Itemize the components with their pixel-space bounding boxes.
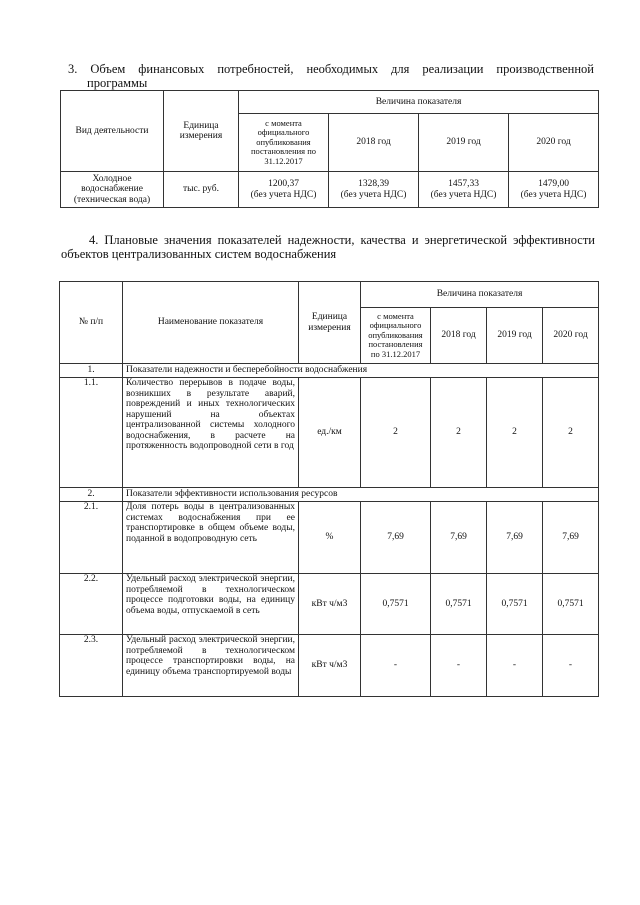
- header-2020: 2020 год: [543, 308, 599, 364]
- cell-value-pub: -: [361, 635, 431, 697]
- indicators-table: [59, 281, 599, 697]
- cell-section-title: Показатели эффективности использования ресурсов: [123, 488, 599, 502]
- cell-unit: кВт ч/м3: [299, 574, 361, 635]
- cell-unit: %: [299, 502, 361, 574]
- cell-value-2018: [329, 172, 419, 208]
- value: 1200,37: [268, 179, 299, 189]
- section-4-heading-line1: 4. Плановые значения показателей надежности, качества и энергетической эффективности: [89, 233, 595, 247]
- cell-value-2019: 7,69: [487, 502, 543, 574]
- header-value-group: Величина показателя: [361, 282, 599, 308]
- cell-value-2020: -: [543, 635, 599, 697]
- cell-number: 1.1.: [60, 378, 123, 488]
- cell-value-pub: 7,69: [361, 502, 431, 574]
- cell-value-2018: -: [431, 635, 487, 697]
- value: 1328,39: [358, 179, 389, 189]
- section-3-heading: [68, 62, 594, 90]
- vat-note: (без учета НДС): [340, 189, 407, 200]
- cell-number: 1.: [60, 364, 123, 378]
- table-row-section: [60, 488, 599, 502]
- table-row: [60, 502, 599, 574]
- section-4-heading-line2: объектов централизованных систем водоснабжения: [61, 247, 337, 261]
- header-value-group: Величина показателя: [239, 91, 599, 114]
- header-2018: 2018 год: [431, 308, 487, 364]
- header-unit: Единица измерения: [164, 91, 239, 172]
- header-2020: 2020 год: [509, 114, 599, 172]
- cell-indicator-name: Количество перерывов в подаче воды, возникших в результате аварий, повреждений и иных технологических нарушений на объектах централизованной системы холодного водоснабжения, в расчете на протяженность водопроводной сети в год: [123, 378, 299, 488]
- cell-indicator-name: Доля потерь воды в централизованных системах водоснабжения при ее транспортировке в общем объеме воды, поданной в водопроводную сеть: [123, 502, 299, 574]
- cell-value-2020: 2: [543, 378, 599, 488]
- cell-value-pub: [239, 172, 329, 208]
- cell-value-2019: 2: [487, 378, 543, 488]
- cell-indicator-name: Удельный расход электрической энергии, потребляемой в технологическом процессе подготовки воды, на единицу объема воды, отпускаемой в сеть: [123, 574, 299, 635]
- cell-number: 2.2.: [60, 574, 123, 635]
- table-row-section: [60, 364, 599, 378]
- cell-unit: ед./км: [299, 378, 361, 488]
- header-from-publication: с момента официального опубликования постановления по 31.12.2017: [361, 308, 431, 364]
- vat-note: (без учета НДС): [250, 189, 317, 200]
- section-4-heading: [61, 233, 595, 261]
- cell-value-2020: 7,69: [543, 502, 599, 574]
- table-header-row: [61, 91, 599, 114]
- header-2018: 2018 год: [329, 114, 419, 172]
- header-unit: Единица измерения: [299, 282, 361, 364]
- value: 1457,33: [448, 179, 479, 189]
- section-3-heading-line1: 3. Объем финансовых потребностей, необходимых для реализации производственной: [68, 62, 594, 76]
- cell-indicator-name: Удельный расход электрической энергии, потребляемой в технологическом процессе транспортировки воды, на единицу объема транспортируемой воды: [123, 635, 299, 697]
- cell-activity: Холодное водоснабжение (техническая вода): [61, 172, 164, 208]
- cell-value-2019: -: [487, 635, 543, 697]
- cell-value-2018: 0,7571: [431, 574, 487, 635]
- header-2019: 2019 год: [419, 114, 509, 172]
- cell-value-pub: 0,7571: [361, 574, 431, 635]
- table-row: [60, 574, 599, 635]
- table-row: [61, 172, 599, 208]
- header-number: № п/п: [60, 282, 123, 364]
- cell-value-2018: 2: [431, 378, 487, 488]
- cell-value-pub: 2: [361, 378, 431, 488]
- cell-value-2019: 0,7571: [487, 574, 543, 635]
- value: 1479,00: [538, 179, 569, 189]
- cell-value-2018: 7,69: [431, 502, 487, 574]
- cell-section-title: Показатели надежности и бесперебойности водоснабжения: [123, 364, 599, 378]
- header-activity: Вид деятельности: [61, 91, 164, 172]
- header-2019: 2019 год: [487, 308, 543, 364]
- vat-note: (без учета НДС): [520, 189, 587, 200]
- cell-value-2020: 0,7571: [543, 574, 599, 635]
- table-row: [60, 378, 599, 488]
- header-from-publication: с момента официального опубликования постановления по 31.12.2017: [239, 114, 329, 172]
- vat-note: (без учета НДС): [430, 189, 497, 200]
- cell-number: 2.1.: [60, 502, 123, 574]
- cell-unit: кВт ч/м3: [299, 635, 361, 697]
- financial-needs-table: [60, 90, 599, 208]
- cell-value-2020: [509, 172, 599, 208]
- cell-number: 2.: [60, 488, 123, 502]
- table-header-row: [60, 282, 599, 308]
- section-3-heading-line2: программы: [87, 76, 148, 90]
- header-indicator-name: Наименование показателя: [123, 282, 299, 364]
- cell-unit: тыс. руб.: [164, 172, 239, 208]
- table-row: [60, 635, 599, 697]
- cell-value-2019: [419, 172, 509, 208]
- cell-number: 2.3.: [60, 635, 123, 697]
